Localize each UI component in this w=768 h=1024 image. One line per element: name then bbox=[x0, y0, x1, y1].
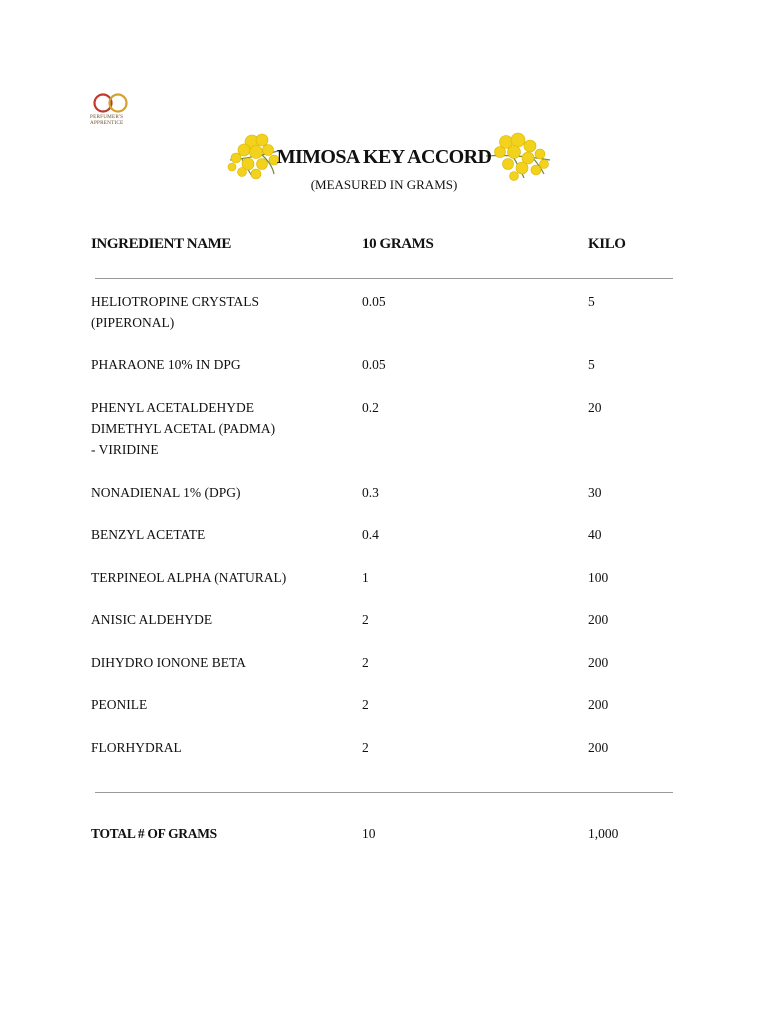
total-grams-value: 10 bbox=[362, 826, 376, 841]
ingredient-name-line: NONADIENAL 1% (DPG) bbox=[91, 485, 241, 500]
kilo-value: 5 bbox=[588, 294, 595, 309]
logo-text bbox=[90, 114, 134, 126]
ingredient-name bbox=[91, 291, 341, 333]
kilo-value: 200 bbox=[588, 655, 609, 670]
ingredient-name-line: FLORHYDRAL bbox=[91, 740, 182, 755]
grams-value: 2 bbox=[362, 612, 369, 627]
logo-text-line1: PERFUMER'S bbox=[90, 114, 124, 120]
grams-value: 2 bbox=[362, 740, 369, 755]
perfumers-apprentice-logo bbox=[90, 92, 132, 134]
document-subtitle: (MEASURED IN GRAMS) bbox=[310, 177, 458, 192]
ingredient-name-line: PEONILE bbox=[91, 697, 148, 712]
ingredient-name-line: PHARAONE 10% IN DPG bbox=[91, 357, 241, 372]
ingredient-name-line: DIMETHYL ACETAL (PADMA) bbox=[91, 421, 276, 436]
ingredient-name bbox=[91, 609, 341, 630]
kilo-value: 20 bbox=[588, 400, 602, 415]
ingredient-name bbox=[91, 354, 341, 375]
ingredient-name-line: BENZYL ACETATE bbox=[91, 527, 206, 542]
header-10-grams: 10 GRAMS bbox=[362, 236, 434, 252]
ingredient-name-line: (PIPERONAL) bbox=[91, 315, 175, 330]
grams-value: 0.4 bbox=[362, 527, 379, 542]
total-divider bbox=[95, 792, 673, 793]
kilo-value: 200 bbox=[588, 697, 609, 712]
ingredient-name bbox=[91, 524, 341, 545]
grams-value: 0.3 bbox=[362, 485, 379, 500]
kilo-value: 200 bbox=[588, 612, 609, 627]
kilo-value: 5 bbox=[588, 357, 595, 372]
ingredient-name bbox=[91, 397, 341, 460]
total-kilo-value: 1,000 bbox=[588, 826, 619, 841]
grams-value: 2 bbox=[362, 697, 369, 712]
grams-value: 0.2 bbox=[362, 400, 379, 415]
kilo-value: 40 bbox=[588, 527, 602, 542]
grams-value: 0.05 bbox=[362, 357, 386, 372]
ingredient-name-line: ANISIC ALDEHYDE bbox=[91, 612, 213, 627]
grams-value: 2 bbox=[362, 655, 369, 670]
ingredient-name-line: - VIRIDINE bbox=[91, 442, 159, 457]
kilo-value: 30 bbox=[588, 485, 602, 500]
ingredient-name bbox=[91, 567, 341, 588]
ingredient-name-line: HELIOTROPINE CRYSTALS bbox=[91, 294, 260, 309]
document-title: MIMOSA KEY ACCORD bbox=[276, 146, 492, 168]
ingredient-name bbox=[91, 694, 341, 715]
ingredient-name-line: PHENYL ACETALDEHYDE bbox=[91, 400, 255, 415]
ingredient-name bbox=[91, 652, 341, 673]
grams-value: 0.05 bbox=[362, 294, 386, 309]
ingredient-name-line: TERPINEOL ALPHA (NATURAL) bbox=[91, 570, 287, 585]
kilo-value: 100 bbox=[588, 570, 609, 585]
ingredient-name bbox=[91, 482, 341, 503]
header-kilo: KILO bbox=[588, 236, 626, 252]
ingredient-name-line: DIHYDRO IONONE BETA bbox=[91, 655, 246, 670]
total-label: TOTAL # OF GRAMS bbox=[91, 826, 217, 841]
header-ingredient-name: INGREDIENT NAME bbox=[91, 236, 231, 252]
logo-rings-icon bbox=[92, 92, 130, 114]
ingredient-name bbox=[91, 737, 341, 758]
kilo-value: 200 bbox=[588, 740, 609, 755]
grams-value: 1 bbox=[362, 570, 369, 585]
logo-text-line2: APPRENTICE bbox=[90, 120, 124, 126]
header-divider bbox=[95, 278, 673, 279]
